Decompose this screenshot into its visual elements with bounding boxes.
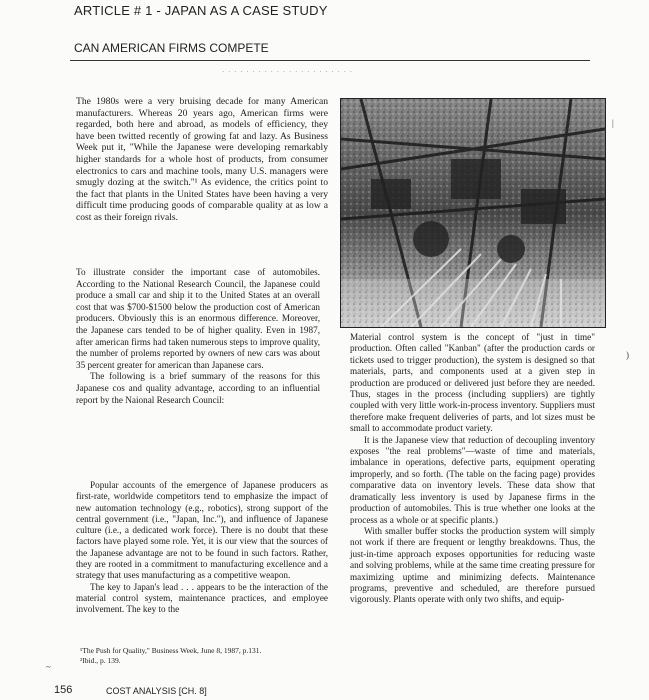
scan-artifact-dots: · · · · · · · · · · · · · · · · · · · · · · <box>222 68 354 76</box>
margin-tick-mark: | <box>612 118 614 128</box>
paragraph-buffer-stocks: With smaller buffer stocks the production system will simply not work if there are frequent or lengthy breakdowns. Thus, the just-in-time approach exposes opportunities for reducing waste and solving problems, while at the same time creating pressure for maximizing uptime and minimizing defects. Maintenance programs, preventive and scheduled, are therefore pursued vigorously. Plants operate with only two shifts, and equip- <box>350 525 595 605</box>
paragraph-material-control: Material control system is the concept of "just in time" production. Often called "Kanban" (after the production cards or tickets used to trigger production), the system is designed so that materials, parts, and components used at a given step in production are produced or delivered just before they are needed. Thus, stages in the process (including suppliers) are tightly coupled with very little work-in-process inventory. Suppliers must therefore make frequent deliveries of parts, and lot sizes must be small to accommodate product variety. <box>350 332 595 434</box>
margin-bracket-mark: ) <box>626 350 629 360</box>
footer-section: COST ANALYSIS [CH. 8] <box>106 686 207 696</box>
quoted-report <box>76 480 328 616</box>
factory-photo-icon <box>341 99 605 327</box>
paragraph-5: The key to Japan's lead . . . appears to be the interaction of the material control system, maintenance practices, and employee involvement. The key to the <box>76 581 328 615</box>
article-title: CAN AMERICAN FIRMS COMPETE <box>74 41 269 55</box>
factory-assembly-photo <box>340 98 606 328</box>
right-column <box>350 332 595 606</box>
page-number: 156 <box>54 684 73 696</box>
margin-mark: ~ <box>46 662 51 672</box>
title-rule <box>70 60 590 61</box>
footnote-1: ¹The Push for Quality," Business Week, June 8, 1987, p.131. <box>80 646 262 655</box>
paragraph-4: Popular accounts of the emergence of Japanese producers as first-rate, worldwide competitors tend to emphasize the impact of new automation technology (e.g., robotics), strong support of the central government (i.e., "Japan, Inc."), and influence of Japanese culture (i.e., a dedicated work force). There is no doubt that these factors have played some role. Yet, it is our view that the sources of the Japanese advantage are not to be found in such factors. Rather, they are rooted in a commitment to manufacturing excellence and a strategy that uses manufacturing as a competitive weapon. <box>76 480 328 581</box>
running-header: ARTICLE # 1 - JAPAN AS A CASE STUDY <box>74 3 328 18</box>
paragraph-automobiles <box>76 267 320 406</box>
paragraph-decoupling: It is the Japanese view that reduction of decoupling inventory exposes "the real problems"—waste of time and materials, imbalance in operations, defective parts, equipment operating improperly, and so forth. (The table on the facing page) provides comparative data on inventory levels. These data show that dramatically less inventory is used by Japanese firms in the production of automobiles. This is true whether one looks at the process as a whole or at specific plants.) <box>350 434 595 525</box>
paragraph-2: To illustrate consider the important case of automobiles. According to the National Research Council, the Japanese could produce a small car and ship it to the United States at an overall cost that was $700-$1500 below the production cost of American producers. Obviously this is an enormous difference. Moreover, the Japanese cars tended to be of higher quality. Even in 1987, after american firms had taken numerous steps to improve quality, the number of prolems reported by owners of new cars was about 35 percent greater for american than Japanese cars. <box>76 267 320 370</box>
footnote-2: ²Ibid., p. 139. <box>80 656 121 665</box>
paragraph-3: The following is a brief summary of the reasons for this Japanese cos and quality advantage, according to an influential report by the Naional Research Council: <box>76 371 320 405</box>
paragraph-intro <box>76 96 328 224</box>
paragraph-1: The 1980s were a very bruising decade for many American manufacturers. Whereas 20 years ago, American firms were regarded, both here and abroad, as models of efficiency, they have been twitted recently of growing fat and lazy. As Business Week put it, "While the Japanese were developing remarkably higher standards for a whole host of products, from consumer electronics to cars and machine tools, many U.S. managers were smugly dozing at the switch."¹ As evidence, the critics point to the fact that plants in the United States have been having a very difficult time producing goods of comparable quality at as low a cost as their foreign rivals. <box>76 96 328 223</box>
